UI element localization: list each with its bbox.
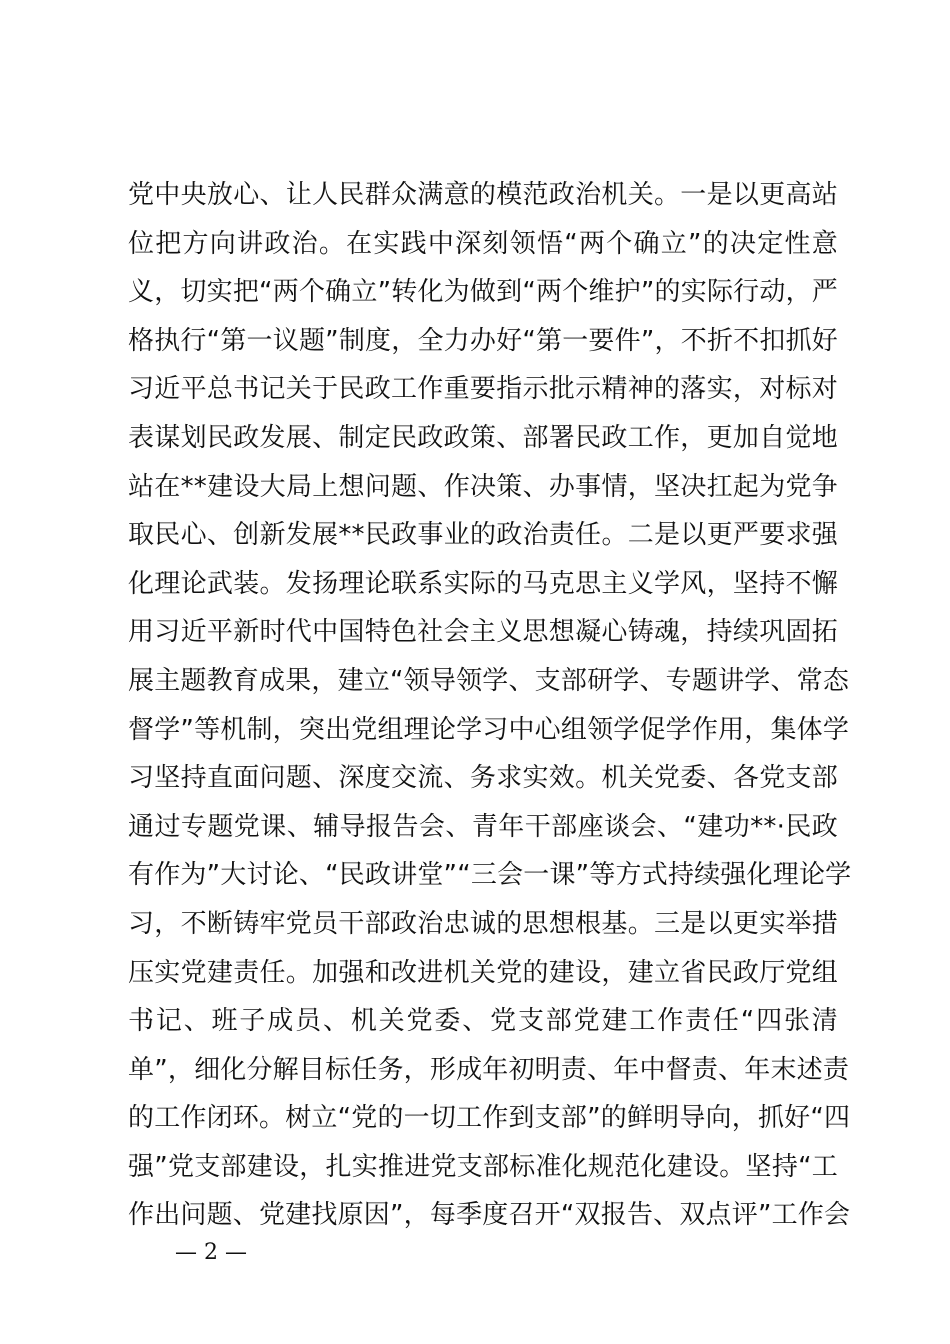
text-line: 督学”等机制，突出党组理论学习中心组领学促学作用，集体学 [128,714,850,745]
text-line: 习，不断铸牢党员干部政治忠诚的思想根基。三是以更实举措 [128,908,838,939]
text-line: 表谋划民政发展、制定民政政策、部署民政工作，更加自觉地 [128,422,838,453]
text-line: 站在**建设大局上想问题、作决策、办事情，坚决扛起为党争 [128,471,838,502]
text-line: 习近平总书记关于民政工作重要指示批示精神的落实，对标对 [128,374,838,405]
text-line: 压实党建责任。加强和改进机关党的建设，建立省民政厅党组 [128,957,838,988]
text-line: 的工作闭环。树立“党的一切工作到支部”的鲜明导向，抓好“四 [128,1103,851,1134]
text-line: 格执行“第一议题”制度，全力办好“第一要件”，不折不扣抓好 [128,325,838,356]
text-line: 用习近平新时代中国特色社会主义思想凝心铸魂，持续巩固拓 [128,617,838,648]
text-line: 化理论武装。发扬理论联系实际的马克思主义学风，坚持不懈 [128,568,838,599]
text-line: 书记、班子成员、机关党委、党支部党建工作责任“四张清 [128,1006,838,1037]
text-line: 通过专题党课、辅导报告会、青年干部座谈会、“建功**·民政 [128,811,838,842]
text-line: 有作为”大讨论、“民政讲堂”“三会一课”等方式持续强化理论学 [128,860,852,891]
text-line: 义，切实把“两个确立”转化为做到“两个维护”的实际行动，严 [128,277,838,308]
text-line: 位把方向讲政治。在实践中深刻领悟“两个确立”的决定性意 [128,228,838,259]
text-line: 单”，细化分解目标任务，形成年初明责、年中督责、年末述责 [128,1054,850,1085]
text-line: 作出问题、党建找原因”，每季度召开“双报告、双点评”工作会 [128,1200,851,1231]
text-line: 强”党支部建设，扎实推进党支部标准化规范化建设。坚持“工 [128,1151,838,1182]
page-number: — 2 — [175,1240,247,1265]
body-text [128,171,852,1240]
text-line: 党中央放心、让人民群众满意的模范政治机关。一是以更高站 [128,180,838,210]
text-line: 习坚持直面问题、深度交流、务求实效。机关党委、各党支部 [128,763,838,794]
text-line: 展主题教育成果，建立“领导领学、支部研学、专题讲学、常态 [128,665,850,696]
text-line: 取民心、创新发展**民政事业的政治责任。二是以更严要求强 [128,520,838,551]
